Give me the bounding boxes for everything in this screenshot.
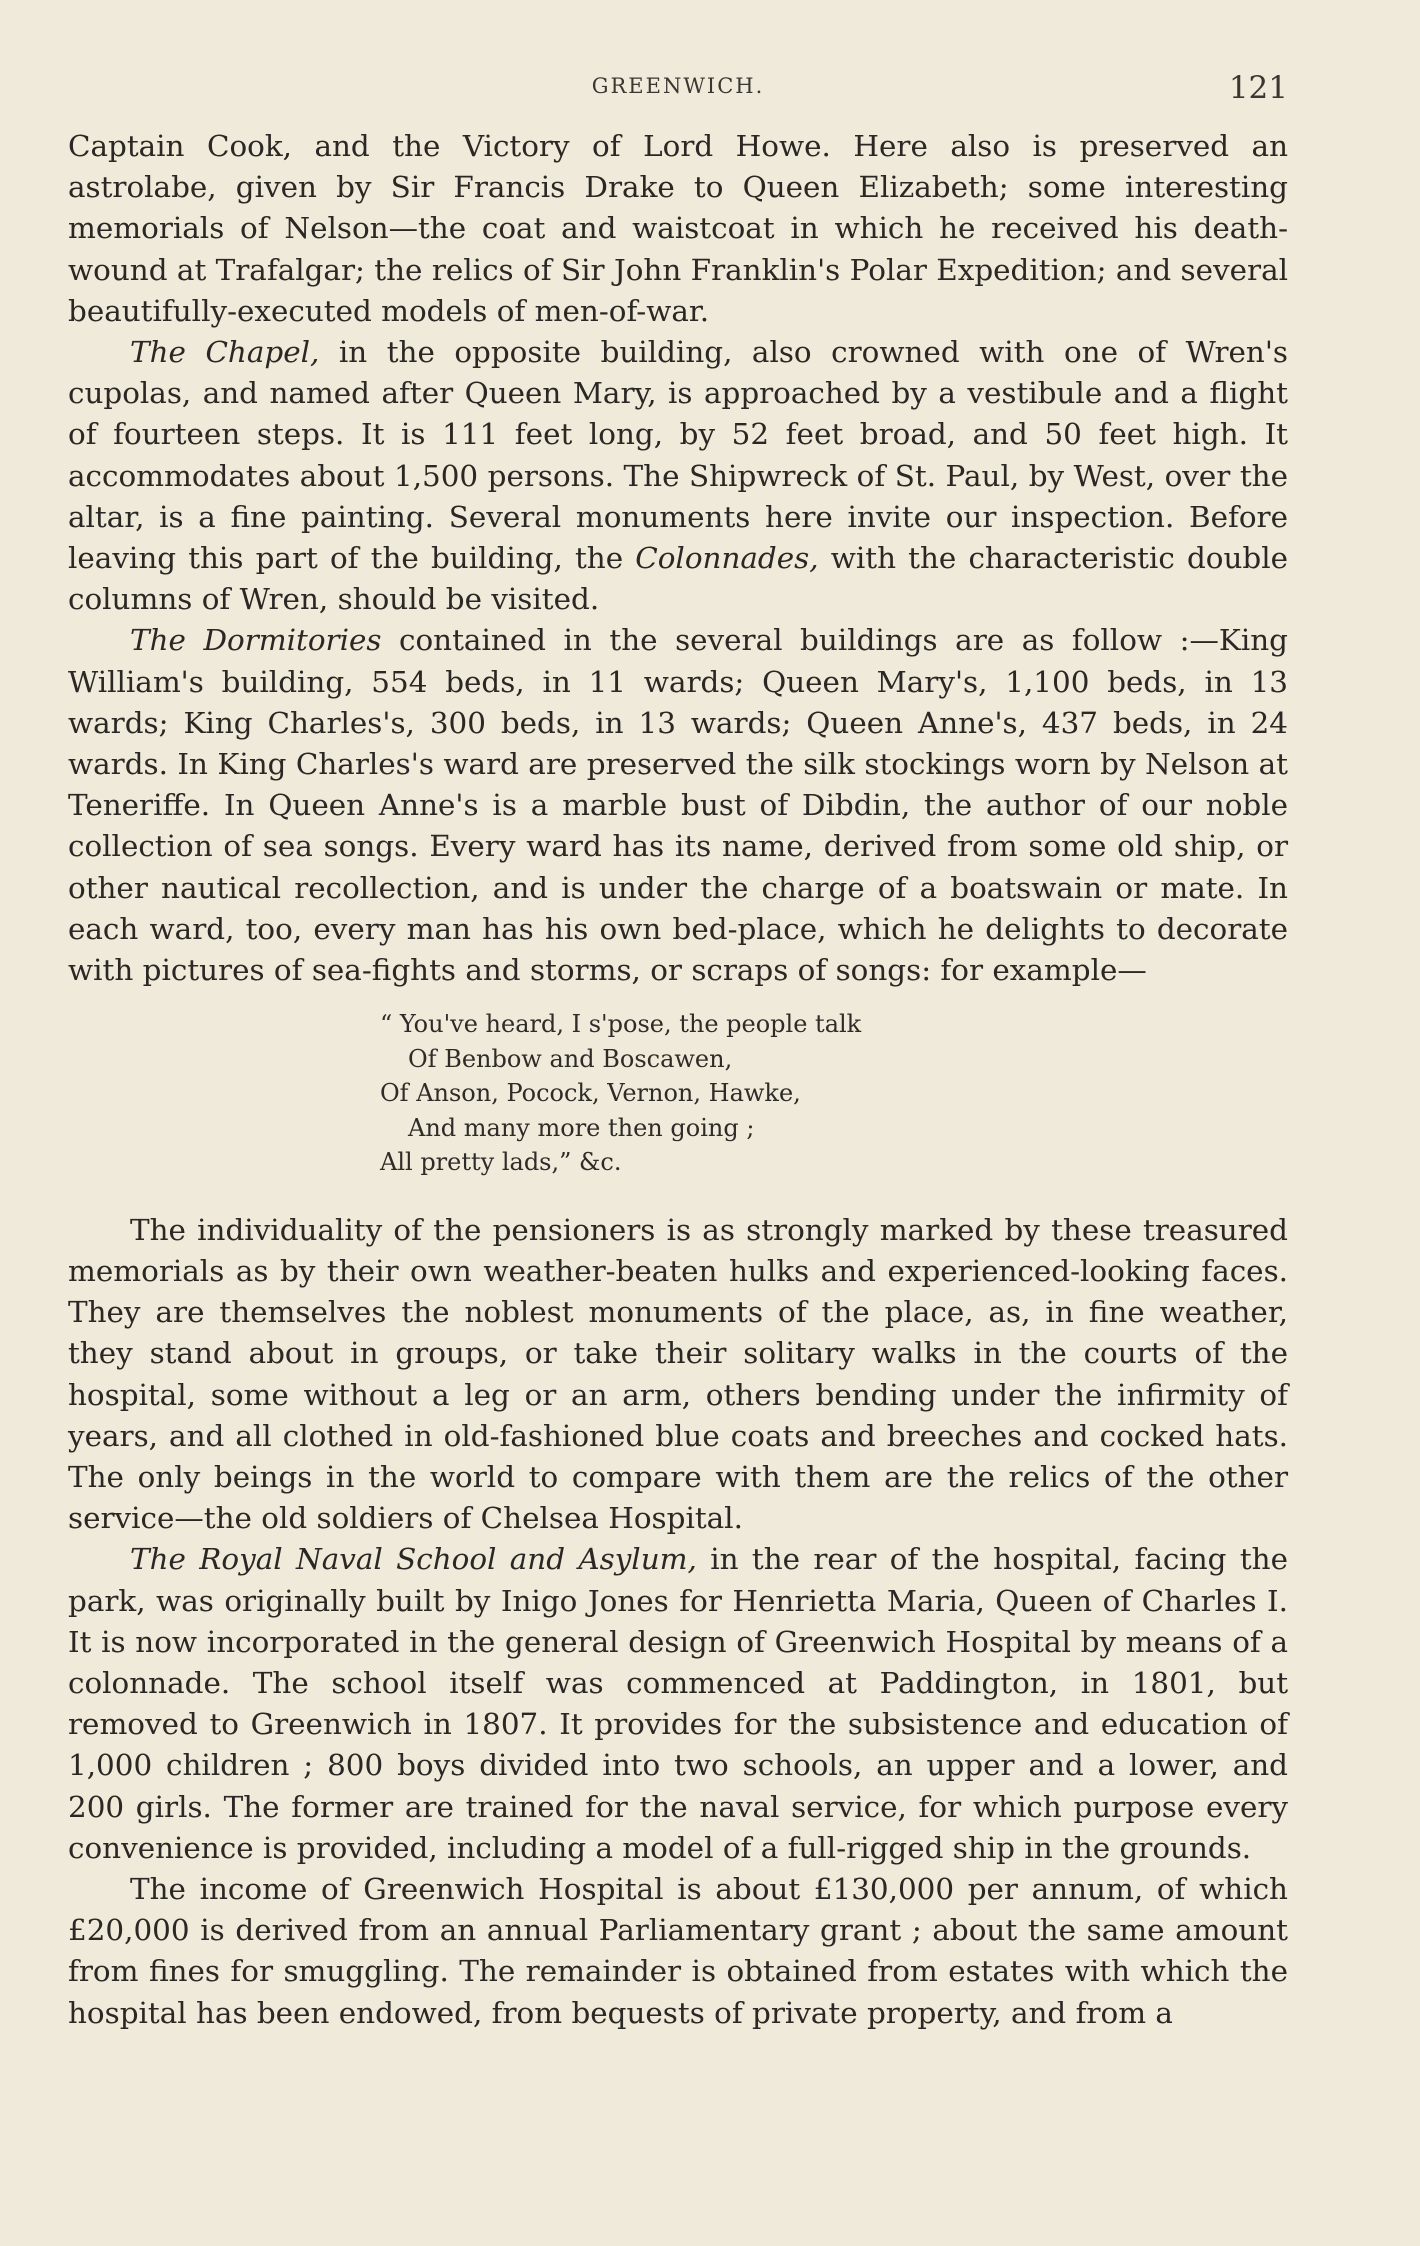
colonnades-term: Colonnades, [635, 541, 819, 576]
paragraph-dormitories [68, 620, 1288, 991]
dormitories-heading: The Dormitories [130, 623, 382, 658]
paragraph-naval-school [68, 1539, 1288, 1869]
chapel-heading: The Chapel, [130, 335, 320, 370]
verse-line: And many more then going ; [408, 1113, 755, 1142]
paragraph-chapel [68, 332, 1288, 620]
paragraph-income: The income of Greenwich Hospital is about £130,000 per annum, of which £20,000 is derived from an annual Parliamentary grant ; about the same amount from fines for smuggling. The remainder is obtained from estates with which the hospital has been endowed, from bequests of private property, and from a [68, 1872, 1288, 2030]
verse-line: “ You've heard, I s'pose, the people talk [380, 1010, 862, 1039]
naval-school-heading: The Royal Naval School and Asylum, [130, 1542, 697, 1577]
body-text [68, 126, 1288, 2034]
chapel-text-a: in the opposite building, also crowned with one of Wren's cupolas, and named after Queen Mary, is approached by a vestibule and a flight of fourteen steps. It is 111 feet long, by 52 feet broad, and 50 feet high. It accommodates about 1,500 persons. The Shipwreck of St. Paul, by West, over the altar, is a fine painting. Several monuments here invite our inspection. Before leaving this part of the building, the [68, 335, 1288, 576]
page-number: 121 [1228, 70, 1288, 106]
paragraph-museum-relics: Captain Cook, and the Victory of Lord Howe. Here also is preserved an astrolabe, given by Sir Francis Drake to Queen Elizabeth; some interesting memorials of Nelson—the coat and waistcoat in which he received his death-wound at Trafalgar; the relics of Sir John Franklin's Polar Expedition; and several beautifully-executed models of men-of-war. [68, 129, 1288, 328]
running-title: GREENWICH. [591, 74, 765, 98]
paragraph-pensioners: The individuality of the pensioners is as strongly marked by these treasured memorials as by their own weather-beaten hulks and experienced-looking faces. They are themselves the noblest monuments of the place, as, in fine weather, they stand about in groups, or take their solitary walks in the courts of the hospital, some without a leg or an arm, others bending under the infirmity of years, and all clothed in old-fashioned blue coats and breeches and cocked hats. The only beings in the world to compare with them are the relics of the other service—the old soldiers of Chelsea Hospital. [68, 1212, 1288, 1536]
verse-quotation [68, 1007, 1288, 1180]
running-head [68, 70, 1288, 110]
dormitories-text: contained in the several buildings are as follow :—King William's building, 554 beds, in 11 wards; Queen Mary's, 1,100 beds, in 13 wards; King Charles's, 300 beds, in 13 wards; Queen Anne's, 437 beds, in 24 wards. In King Charles's ward are preserved the silk stockings worn by Nelson at Teneriffe. In Queen Anne's is a marble bust of Dibdin, the author of our noble collection of sea songs. Every ward has its name, derived from some old ship, or other nautical recollection, and is under the charge of a boatswain or mate. In each ward, too, every man has his own bed-place, which he delights to decorate with pictures of sea-fights and storms, or scraps of songs: for example— [68, 623, 1288, 988]
chapel-text-b: with the characteristic double columns of Wren, should be visited. [68, 541, 1288, 617]
verse-line: All pretty lads,” &c. [380, 1148, 622, 1177]
verse-line: Of Benbow and Boscawen, [408, 1044, 733, 1073]
verse-line: Of Anson, Pocock, Vernon, Hawke, [380, 1079, 801, 1108]
naval-school-text: in the rear of the hospital, facing the park, was originally built by Inigo Jones for Henrietta Maria, Queen of Charles I. It is now incorporated in the general design of Greenwich Hospital by means of a colonnade. The school itself was commenced at Paddington, in 1801, but removed to Greenwich in 1807. It provides for the subsistence and education of 1,000 children ; 800 boys divided into two schools, an upper and a lower, and 200 girls. The former are trained for the naval service, for which purpose every convenience is provided, including a model of a full-rigged ship in the grounds. [68, 1542, 1288, 1865]
